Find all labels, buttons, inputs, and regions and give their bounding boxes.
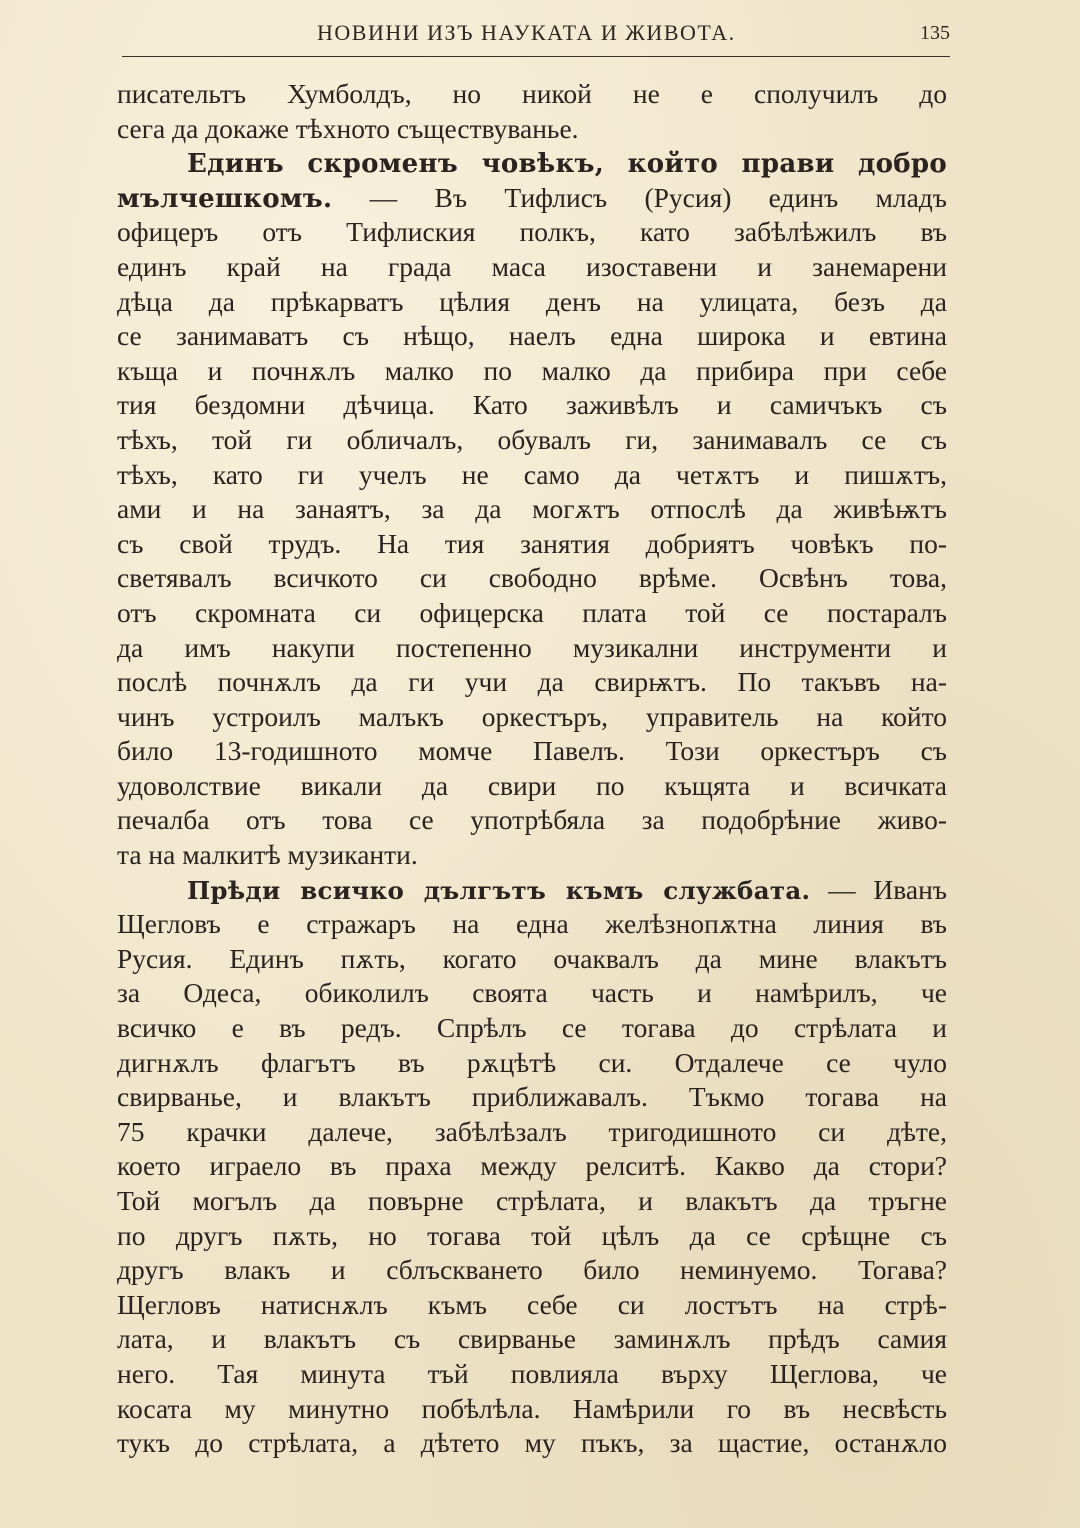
text-line: мълчешкомъ. — Въ Тифлисъ (Русия) единъ младъ: [117, 181, 947, 214]
text-line: косата му минутно побѣлѣла. Намѣрили го въ несвѣсть: [117, 1392, 947, 1424]
text-line: било 13-годишното момче Павелъ. Този оркестъръ съ: [117, 735, 947, 767]
text-line: Прѣди всичко дългътъ къмъ службата. — Иванъ: [187, 873, 948, 905]
text-line: ами и на занаятъ, за да могѫтъ отпослѣ да живѣѭтъ: [117, 493, 947, 525]
text-line: отъ скромната си офицерска плата той се постаралъ: [117, 596, 947, 628]
text-line: Той могълъ да повърне стрѣлата, и влакътъ да тръгне: [117, 1185, 947, 1216]
running-head: НОВИНИ ИЗЪ НАУКАТА И ЖИВОТА.: [317, 20, 736, 45]
text-line: послѣ почнѫлъ да ги учи да свирѭтъ. По такъвъ на-: [117, 666, 947, 698]
text-line: тукъ до стрѣлата, а дѣтето му пъкъ, за щастие, останѫло: [117, 1427, 947, 1459]
text-line: тия бездомни дѣчица. Като заживѣлъ и самичъкъ съ: [117, 389, 947, 421]
text-line: Щегловъ натиснѫлъ къмъ себе си лостътъ на стрѣ-: [117, 1288, 947, 1320]
text-line: печалба отъ това се употрѣбяла за подобрѣние живо-: [117, 804, 947, 836]
text-line: единъ край на града маса изоставени и занемарени: [117, 250, 947, 282]
text-line: удоволствие викали да свири по къщята и всичката: [117, 769, 947, 801]
text-line: 75 крачки далече, забѣлѣзалъ тригодишното си дѣте,: [117, 1115, 947, 1147]
text-line: светявалъ всичкото си свободно врѣме. Освѣнъ това,: [117, 562, 947, 594]
text-line: свирванье, и влакътъ приближавалъ. Тъкмо тогава на: [117, 1081, 947, 1113]
text-line: което играело въ праха между релситѣ. Какво да стори?: [117, 1150, 947, 1182]
text-line: другъ влакъ и сблъскването било неминуемо. Тогава?: [117, 1254, 947, 1286]
text-line: тѣхъ, той ги обличалъ, обувалъ ги, занимавалъ се съ: [117, 423, 947, 455]
page-number: 135: [920, 22, 950, 44]
text-line: писательтъ Хумболдъ, но никой не е сполучилъ до: [117, 78, 947, 109]
text-line: та на малкитѣ музиканти.: [117, 839, 418, 871]
text-line: съ свой трудъ. На тия занятия добриятъ човѣкъ по-: [117, 527, 947, 559]
page-header: [122, 16, 950, 57]
section-heading: мълчешкомъ.: [117, 183, 333, 214]
text-line: офицеръ отъ Тифлиския полкъ, като забѣлѣжилъ въ: [117, 216, 947, 248]
text-line: къща и почнѫлъ малко по малко да прибира при себе: [117, 354, 947, 386]
text-line: да имъ накупи постепенно музикални инструменти и: [117, 631, 947, 663]
text-line: за Одеса, обиколилъ своята часть и намѣрилъ, че: [117, 977, 947, 1009]
text-line: него. Тая минута тъй повлияла върху Щеглова, че: [117, 1357, 947, 1389]
section-heading: Прѣди всичко дългътъ къмъ службата.: [187, 875, 811, 905]
text-line: чинъ устроилъ малъкъ оркестъръ, управитель на който: [117, 700, 947, 732]
text-line: тѣхъ, като ги учелъ не само да четѫтъ и пишѫтъ,: [117, 458, 947, 490]
text-line: Русия. Единъ пѫть, когато очаквалъ да мине влакътъ: [117, 942, 947, 974]
section-heading: Единъ скроменъ човѣкъ, който прави добро: [187, 149, 947, 180]
body-text: [117, 77, 947, 1461]
text-line: дѣца да прѣкарватъ цѣлия денъ на улицата, безъ да: [117, 285, 947, 317]
text-line: лата, и влакътъ съ свирванье заминѫлъ прѣдъ самия: [117, 1323, 947, 1355]
text-line: всичко е въ редъ. Спрѣлъ се тогава до стрѣлата и: [117, 1012, 947, 1044]
text-line: сега да докаже тѣхното съществуванье.: [117, 112, 579, 144]
section-heading-line: [117, 146, 947, 181]
text-line: се занимаватъ съ нѣщо, наелъ една широка и евтина: [117, 320, 947, 352]
text-line: по другъ пѫть, но тогава той цѣлъ да се срѣщне съ: [117, 1219, 947, 1251]
text-line: дигнѫлъ флагътъ въ рѫцѣтѣ си. Отдалече се чуло: [117, 1046, 947, 1078]
text-line: Щегловъ е стражаръ на една желѣзнопѫтна линия въ: [117, 908, 947, 940]
